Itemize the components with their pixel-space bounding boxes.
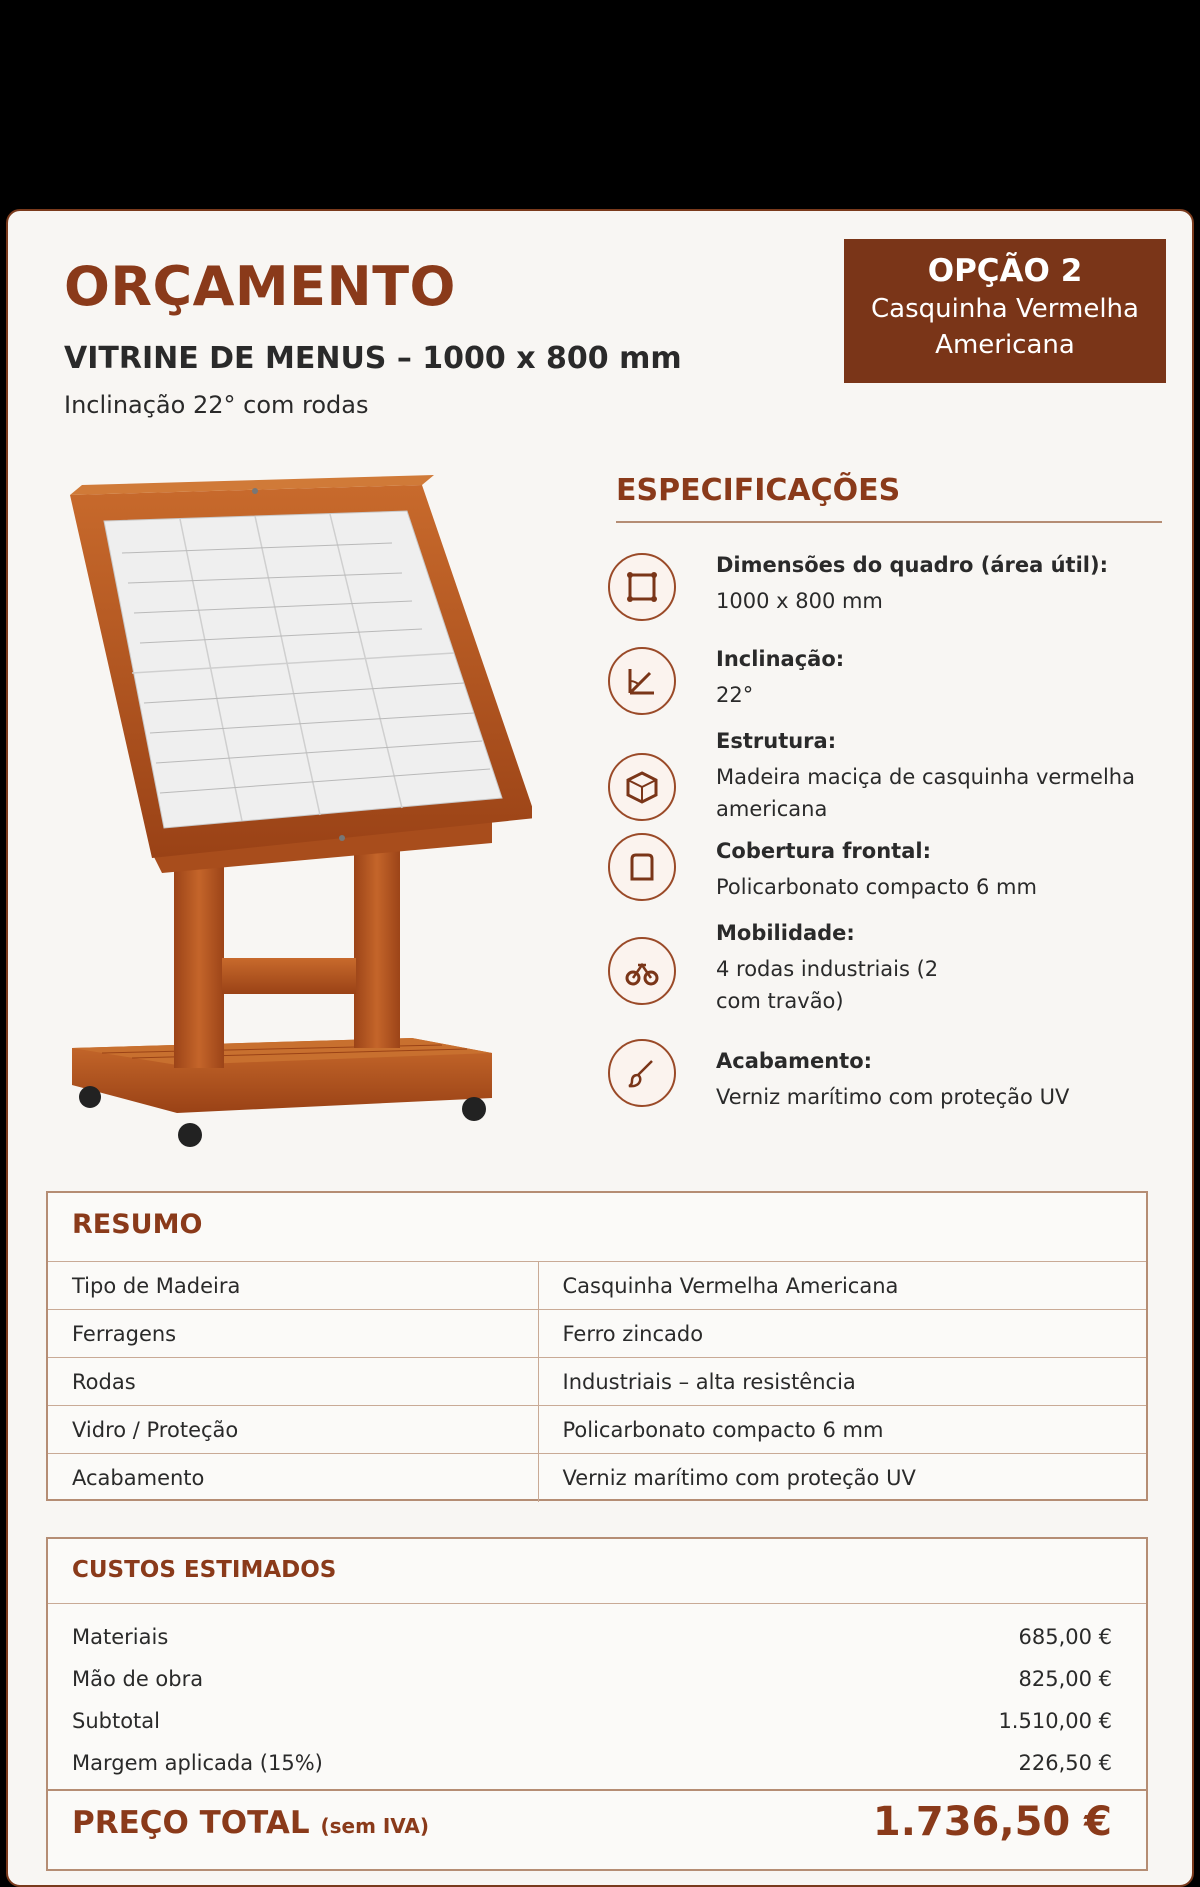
menu-display-stand-image	[62, 473, 532, 1149]
costs-divider	[48, 1603, 1146, 1604]
summary-label: Rodas	[48, 1358, 538, 1406]
spec-label: Dimensões do quadro (área útil):	[716, 553, 1108, 577]
total-note: (sem IVA)	[320, 1814, 430, 1838]
costs-title: CUSTOS ESTIMADOS	[72, 1557, 337, 1583]
summary-value: Industriais – alta resistência	[538, 1358, 1146, 1406]
cost-label: Mão de obra	[72, 1667, 204, 1691]
specs-title: ESPECIFICAÇÕES	[616, 473, 901, 508]
cost-value: 1.510,00 €	[998, 1709, 1112, 1733]
table-row	[48, 1358, 1146, 1406]
cost-label: Materiais	[72, 1625, 169, 1649]
spec-value: 1000 x 800 mm	[716, 589, 883, 613]
table-row	[48, 1454, 1146, 1502]
spec-value: Verniz marítimo com proteção UV	[716, 1085, 1070, 1109]
summary-label: Tipo de Madeira	[48, 1262, 538, 1310]
spec-value: 22°	[716, 683, 754, 707]
total-price-value: 1.736,50 €	[872, 1799, 1112, 1845]
cost-value: 825,00 €	[1018, 1667, 1112, 1691]
summary-table	[48, 1261, 1146, 1502]
total-divider	[48, 1789, 1146, 1791]
option-badge	[844, 239, 1166, 383]
summary-label: Vidro / Proteção	[48, 1406, 538, 1454]
spec-label: Cobertura frontal:	[716, 839, 931, 863]
option-line-2: Americana	[935, 330, 1075, 360]
wheels-icon	[608, 937, 676, 1005]
quote-card	[6, 209, 1194, 1887]
product-title: VITRINE DE MENUS – 1000 x 800 mm	[64, 341, 682, 376]
spec-label: Acabamento:	[716, 1049, 873, 1073]
summary-value: Ferro zincado	[538, 1310, 1146, 1358]
cost-label: Subtotal	[72, 1709, 160, 1733]
cost-value: 226,50 €	[1018, 1751, 1112, 1775]
summary-value: Policarbonato compacto 6 mm	[538, 1406, 1146, 1454]
cost-value: 685,00 €	[1018, 1625, 1112, 1649]
spec-label: Mobilidade:	[716, 921, 855, 945]
spec-value: 4 rodas industriais (2 com travão)	[716, 957, 939, 1013]
wood-block-icon	[608, 753, 676, 821]
spec-value: Madeira maciça de casquinha vermelha americana	[716, 765, 1135, 821]
spec-label: Inclinação:	[716, 647, 845, 671]
summary-label: Ferragens	[48, 1310, 538, 1358]
table-row	[48, 1310, 1146, 1358]
total-price-label	[72, 1805, 429, 1841]
spec-label: Estrutura:	[716, 729, 837, 753]
top-black-area	[0, 0, 1200, 205]
total-label-text: PREÇO TOTAL	[72, 1805, 310, 1841]
option-line-1: Casquinha Vermelha	[871, 294, 1139, 324]
option-title: OPÇÃO 2	[927, 253, 1083, 289]
brush-icon	[608, 1039, 676, 1107]
summary-title: RESUMO	[72, 1209, 203, 1240]
costs-section	[46, 1537, 1148, 1871]
table-row	[48, 1406, 1146, 1454]
angle-icon	[608, 647, 676, 715]
spec-value: Policarbonato compacto 6 mm	[716, 875, 1037, 899]
page-title: ORÇAMENTO	[64, 255, 456, 318]
summary-label: Acabamento	[48, 1454, 538, 1502]
summary-value: Casquinha Vermelha Americana	[538, 1262, 1146, 1310]
product-subtitle: Inclinação 22° com rodas	[64, 391, 369, 419]
summary-section	[46, 1191, 1148, 1501]
specs-divider	[616, 521, 1162, 523]
summary-value: Verniz marítimo com proteção UV	[538, 1454, 1146, 1502]
table-row	[48, 1262, 1146, 1310]
frame-icon	[608, 553, 676, 621]
panel-icon	[608, 833, 676, 901]
cost-label: Margem aplicada (15%)	[72, 1751, 323, 1775]
